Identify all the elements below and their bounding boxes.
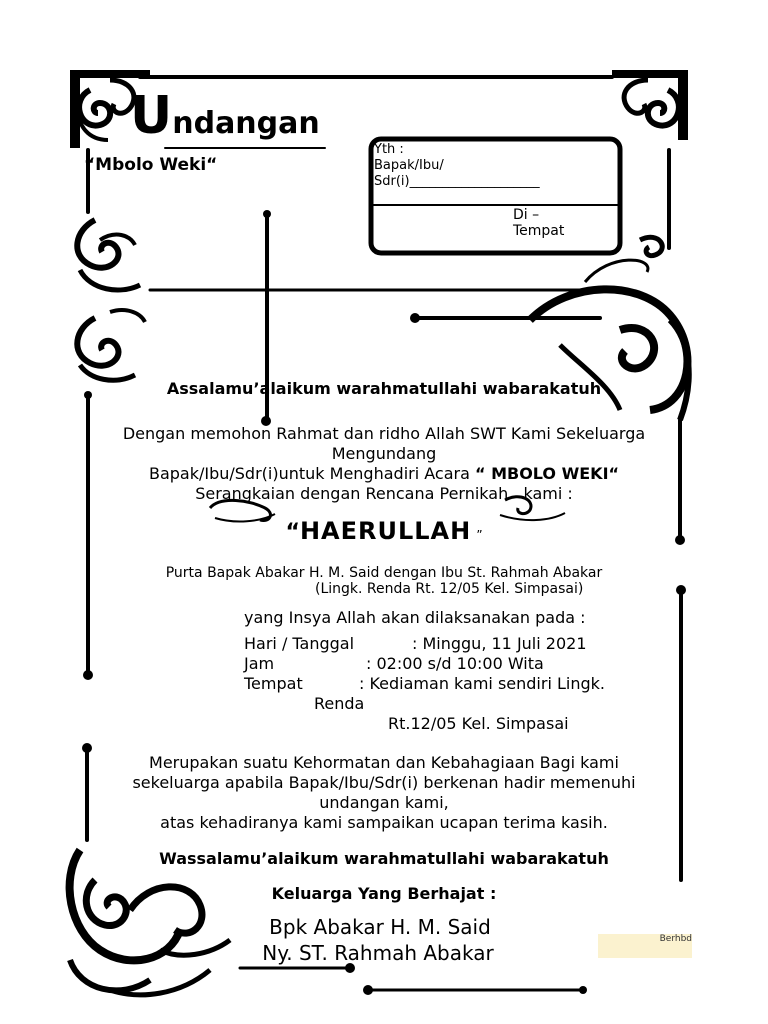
- date-value: : Minggu, 11 Juli 2021: [412, 634, 587, 653]
- greeting-open: Assalamu’alaikum warahmatullahi wabarakatuh: [166, 379, 602, 398]
- event-name: “ MBOLO WEKI“: [474, 464, 620, 483]
- host-name-1: Bpk Abakar H. M. Said: [269, 915, 491, 939]
- time-value: : 02:00 s/d 10:00 Wita: [366, 654, 544, 673]
- address-recipient-label: Bapak/Ibu/: [374, 158, 444, 173]
- date-label: Hari / Tanggal: [244, 634, 355, 653]
- greeting-close: Wassalamu’alaikum warahmatullahi wabarakatuh: [159, 849, 609, 868]
- host-name-2: Ny. ST. Rahmah Abakar: [262, 941, 494, 965]
- invitation-paragraph: [60, 424, 708, 504]
- address-tempat: Tempat: [513, 223, 565, 239]
- plan-line: yang Insya Allah akan dilaksanakan pada :: [244, 608, 586, 627]
- address-destination: [513, 207, 564, 239]
- address-di: Di –: [513, 207, 540, 223]
- invitation-line-3: Bapak/Ibu/Sdr(i)untuk Menghadiri Acara “ MBOLO WEKI“: [148, 464, 620, 483]
- address-box: [374, 142, 614, 190]
- closing-line-2: sekeluarga apabila Bapak/Ibu/Sdr(i) berkenan hadir memenuhi: [132, 773, 636, 792]
- side-note: Berhbd: [598, 934, 692, 958]
- title: [130, 86, 320, 146]
- subtitle: “Mbolo Weki“: [84, 155, 218, 175]
- address-recipient-blank: Sdr(i)____________________: [374, 174, 540, 189]
- groom-name: “HAERULLAH ”: [285, 517, 483, 545]
- place-value-3: Rt.12/05 Kel. Simpasai: [388, 714, 569, 733]
- invitation-line-1: Dengan memohon Rahmat dan ridho Allah SWT Kami Sekeluarga: [122, 424, 646, 443]
- groom-address: (Lingk. Renda Rt. 12/05 Kel. Simpasai): [315, 581, 584, 597]
- closing-line-3: undangan kami,: [319, 793, 449, 812]
- closing-paragraph: [60, 753, 708, 833]
- title-initial: U: [130, 86, 173, 146]
- place-value: : Kediaman kami sendiri Lingk.: [359, 674, 605, 693]
- groom-name-text: HAERULLAH: [299, 517, 472, 545]
- groom-parents: Purta Bapak Abakar H. M. Said dengan Ibu St. Rahmah Abakar: [165, 565, 603, 581]
- title-rest: ndangan: [172, 106, 320, 141]
- place-value-2: Renda: [314, 694, 365, 713]
- invitation-line-2: Mengundang: [331, 444, 437, 463]
- invitation-line-4: Serangkaian dengan Rencana Pernikah kami :: [195, 484, 573, 503]
- address-yth: Yth :: [374, 142, 404, 157]
- closing-line-4: atas kehadiranya kami sampaikan ucapan terima kasih.: [160, 813, 608, 832]
- time-label: Jam: [244, 654, 275, 673]
- closing-line-1: Merupakan suatu Kehormatan dan Kebahagiaan Bagi kami: [149, 753, 619, 772]
- host-label: Keluarga Yang Berhajat :: [271, 884, 497, 903]
- place-label: Tempat: [244, 674, 303, 693]
